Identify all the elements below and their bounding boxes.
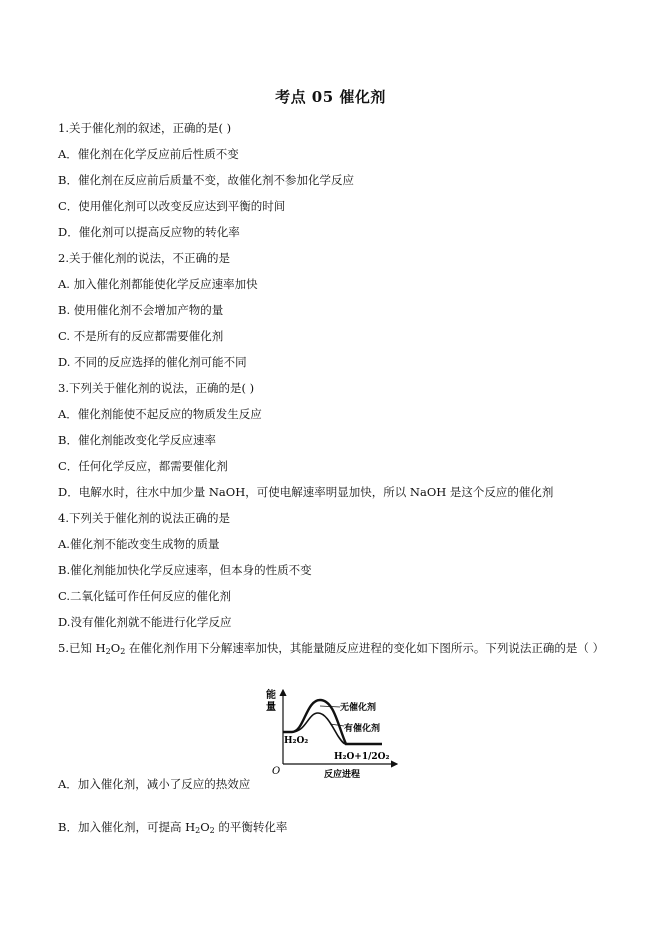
page-title: 考点 05 催化剂 bbox=[275, 88, 386, 106]
question-2-option-c[interactable]: C. 不是所有的反应都需要催化剂 bbox=[58, 329, 224, 343]
question-2-option-d[interactable]: D. 不同的反应选择的催化剂可能不同 bbox=[58, 355, 247, 369]
pointer-no-catalyst bbox=[320, 706, 340, 707]
question-4-option-b[interactable]: B.催化剂能加快化学反应速率，但本身的性质不变 bbox=[58, 563, 312, 577]
question-3-option-a[interactable]: A．催化剂能使不起反应的物质发生反应 bbox=[58, 407, 262, 421]
question-4-option-d[interactable]: D.没有催化剂就不能进行化学反应 bbox=[58, 615, 232, 629]
question-3-option-d[interactable]: D．电解水时，往水中加少量 NaOH，可使电解速率明显加快，所以 NaOH 是这个反应的催化剂 bbox=[58, 485, 554, 499]
label-with-catalyst: 有催化剂 bbox=[344, 724, 381, 734]
product-label: H₂O+1/2O₂ bbox=[334, 752, 390, 762]
question-4-option-c[interactable]: C.二氧化锰可作任何反应的催化剂 bbox=[58, 589, 232, 603]
origin-label: O bbox=[272, 766, 281, 777]
question-3-option-b[interactable]: B．催化剂能改变化学反应速率 bbox=[58, 433, 216, 447]
y-axis-label-1: 能 bbox=[266, 690, 276, 701]
question-2-option-b[interactable]: B. 使用催化剂不会增加产物的量 bbox=[58, 303, 224, 317]
energy-diagram bbox=[262, 686, 402, 782]
question-1-option-a[interactable]: A．催化剂在化学反应前后性质不变 bbox=[58, 147, 239, 161]
question-4-option-a[interactable]: A.催化剂不能改变生成物的质量 bbox=[58, 537, 220, 551]
question-1-option-d[interactable]: D．催化剂可以提高反应物的转化率 bbox=[58, 225, 240, 239]
question-1-option-b[interactable]: B．催化剂在反应前后质量不变，故催化剂不参加化学反应 bbox=[58, 173, 354, 187]
question-5-stem: 5.已知 $H_2O_2$ 在催化剂作用下分解速率加快，其能量随反应进程的变化如下图所示。下列说法正确的是（ ） bbox=[58, 641, 605, 656]
y-axis-label-2: 量 bbox=[266, 702, 276, 713]
question-1-option-c[interactable]: C．使用催化剂可以改变反应达到平衡的时间 bbox=[58, 199, 286, 213]
question-4-stem: 4.下列关于催化剂的说法正确的是 bbox=[58, 511, 230, 525]
question-2-stem: 2.关于催化剂的说法，不正确的是 bbox=[58, 251, 230, 265]
question-3-stem: 3.下列关于催化剂的说法，正确的是( ) bbox=[58, 381, 255, 395]
question-1-stem: 1.关于催化剂的叙述，正确的是( ) bbox=[58, 121, 232, 135]
reactant-label: H₂O₂ bbox=[284, 736, 309, 746]
question-3-option-c[interactable]: C．任何化学反应，都需要催化剂 bbox=[58, 459, 228, 473]
label-no-catalyst: 无催化剂 bbox=[340, 703, 377, 713]
question-5-option-b[interactable]: B．加入催化剂，可提高 $H_2O_2$ 的平衡转化率 bbox=[58, 820, 288, 835]
question-5-option-a[interactable]: A．加入催化剂，减小了反应的热效应 bbox=[58, 777, 251, 791]
question-2-option-a[interactable]: A. 加入催化剂都能使化学反应速率加快 bbox=[58, 277, 258, 291]
x-axis-label: 反应进程 bbox=[324, 770, 361, 780]
